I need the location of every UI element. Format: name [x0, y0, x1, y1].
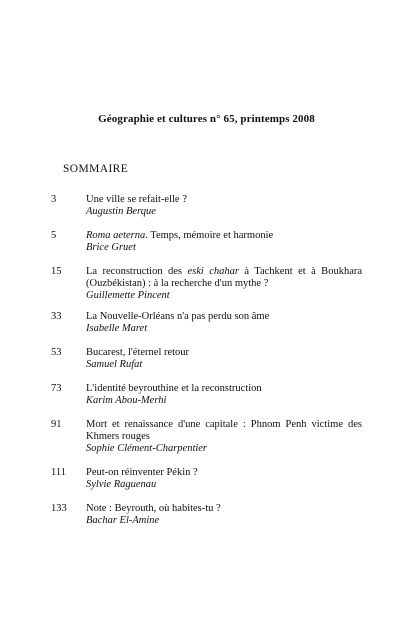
toc-entry-title-part: eski chahar [187, 266, 239, 277]
toc-page-number: 53 [51, 347, 62, 358]
toc-entry-title-part: à Tachkent et à Boukhara (Ouzbékistan) : à la recherche d'un mythe ? [86, 266, 363, 289]
toc-entry-title-part: Une ville se refait-elle ? [86, 194, 187, 205]
toc-entry-body [86, 311, 362, 335]
toc-page-number: 15 [51, 266, 62, 277]
toc-entry-title [86, 383, 362, 395]
toc-entry-title [86, 194, 362, 206]
toc-entry-title [86, 503, 362, 515]
toc-entry-title-part: Mort et renaissance d'une capitale : Phnom Penh victime des Khmers rouges [86, 419, 362, 442]
toc-entry-body [86, 230, 362, 254]
toc-entry-body [86, 467, 362, 491]
toc-page-number: 33 [51, 311, 62, 322]
toc-entry-title [86, 467, 362, 479]
toc-page-number: 5 [51, 230, 57, 241]
toc-entry-author: Brice Gruet [86, 242, 136, 253]
toc-entry-author: Karim Abou-Merhi [86, 395, 167, 406]
toc-entry-author: Sophie Clément-Charpentier [86, 443, 208, 454]
toc-page-number: 73 [51, 383, 62, 394]
toc-entry-title [86, 347, 362, 359]
toc-page-number: 133 [51, 503, 67, 514]
toc-entry-title-part: Roma aeterna [86, 230, 146, 241]
toc-entry-author: Guillemette Pincent [86, 290, 170, 301]
toc-entry-body [86, 383, 362, 407]
toc-entry-title [86, 266, 362, 290]
toc-entry-title [86, 419, 362, 443]
toc-entry-body [86, 503, 362, 527]
toc-page-number: 111 [51, 467, 66, 478]
toc-entry-author: Isabelle Maret [86, 323, 148, 334]
toc-entry-body [86, 347, 362, 371]
toc-entry-body [86, 194, 362, 218]
toc-entry-title-part: Peut-on réinventer Pékin ? [86, 467, 198, 478]
toc-entry-title-part: Bucarest, l'éternel retour [86, 347, 190, 358]
toc-entry-title-part: Note : Beyrouth, où habites-tu ? [86, 503, 221, 514]
toc-entry-author: Samuel Rufat [86, 359, 143, 370]
toc-entry-body [86, 419, 362, 455]
toc-entry-author: Augustin Berque [86, 206, 156, 217]
journal-title: Géographie et cultures n° 65, printemps 2008 [98, 113, 315, 125]
toc-heading: SOMMAIRE [63, 163, 129, 175]
toc-entry-title-part: L'identité beyrouthine et la reconstruction [86, 383, 262, 394]
toc-entry-body [86, 266, 362, 302]
toc-page-number: 3 [51, 194, 57, 205]
toc-entry-title-part: . Temps, mémoire et harmonie [145, 230, 274, 241]
toc-entry-title-part: La reconstruction des [86, 266, 188, 277]
toc-entry-title [86, 230, 362, 242]
toc-page-number: 91 [51, 419, 62, 430]
toc-entry-title [86, 311, 362, 323]
toc-entry-author: Bachar El-Amine [86, 515, 160, 526]
toc-entry-author: Sylvie Raguenau [86, 479, 157, 490]
toc-entry-title-part: La Nouvelle-Orléans n'a pas perdu son âme [86, 311, 270, 322]
